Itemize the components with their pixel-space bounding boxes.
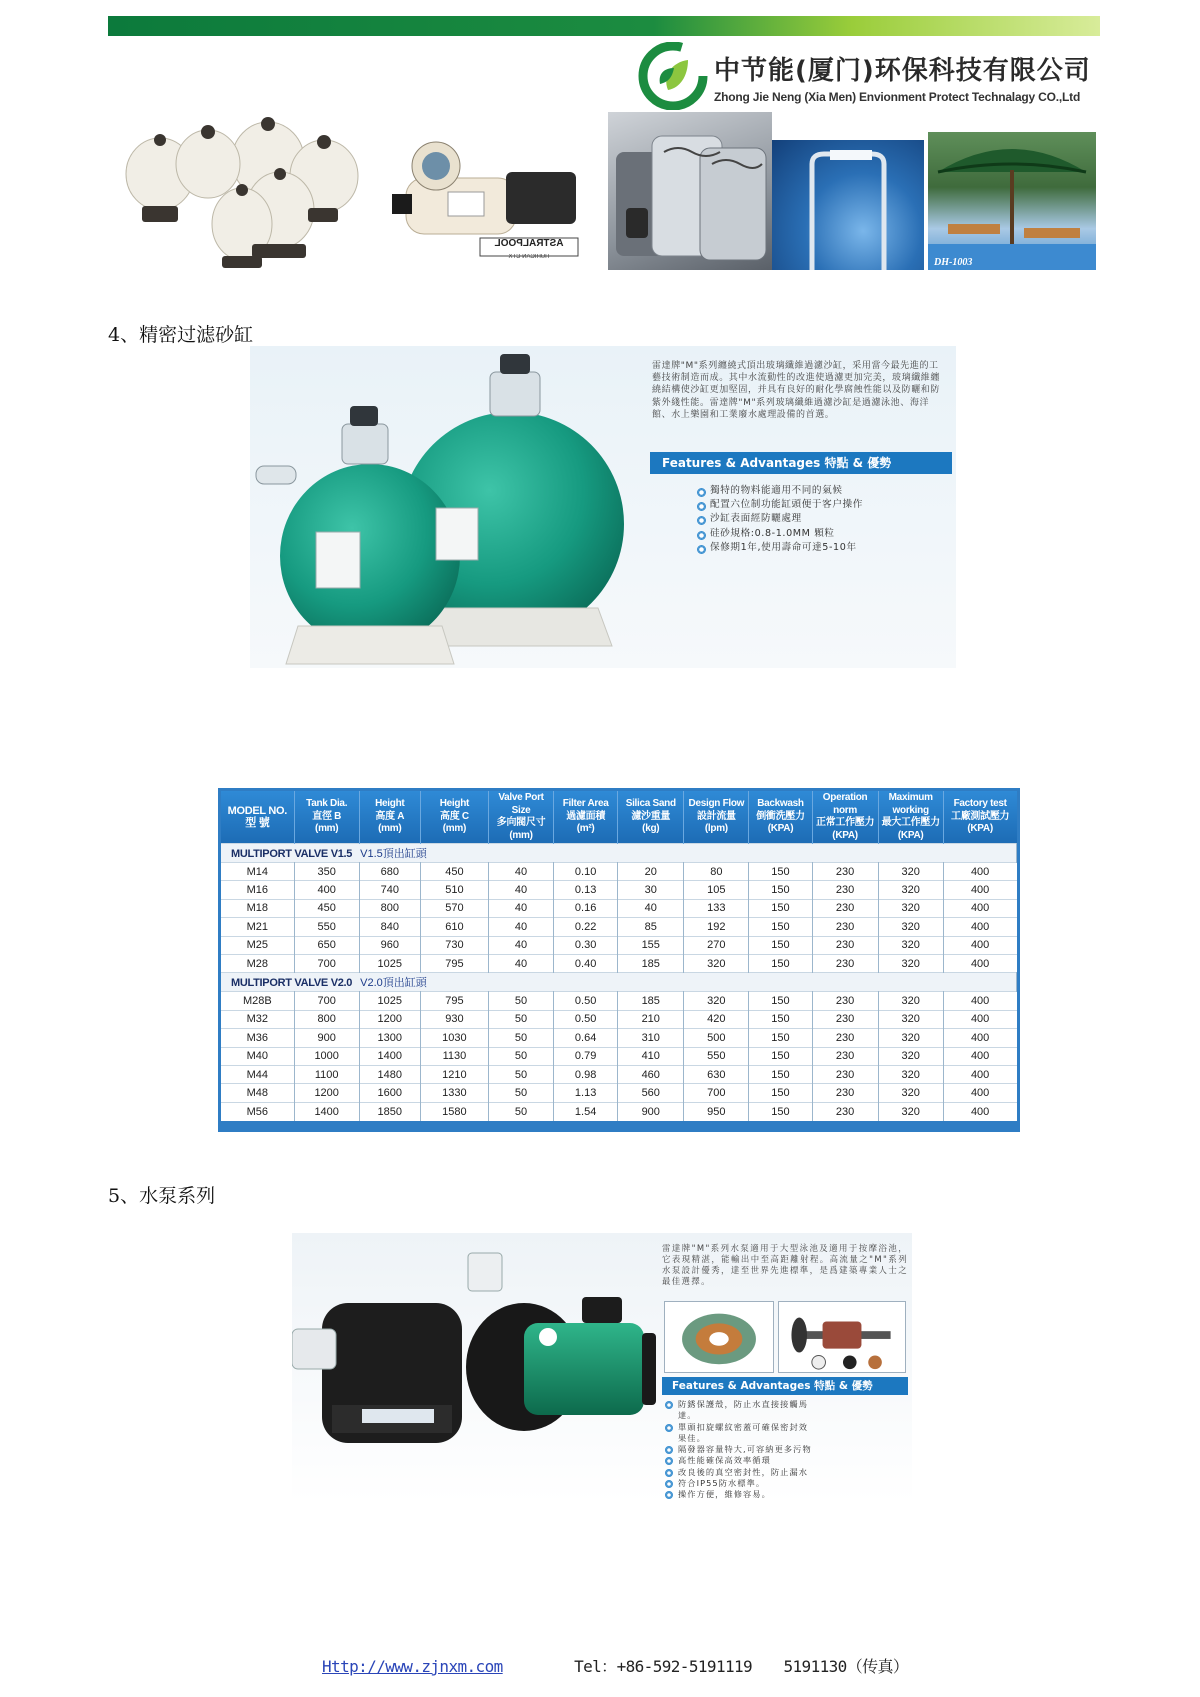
table-cell: M16 [221, 881, 294, 899]
table-cell: 450 [294, 899, 359, 917]
table-cell: 230 [812, 954, 878, 972]
table-cell: 795 [420, 992, 488, 1010]
sand-filter-description: 雷達牌"M"系列纏繞式頂出玻璃纖維過濾沙缸，采用當今最先進的工藝技術制造而成。其中水流動性的改進使過濾更加完美，玻璃纖維纏繞結構使沙缸更加堅固，并具有良好的耐化學腐蝕性能以及防曬和防紫外綫性能。雷達牌"M"系列玻璃纖維過濾沙缸是過濾泳池、海洋館、水上樂園和工業廢水處理設備的首選。 [652, 361, 941, 420]
sand-filter-features-title: Features & Advantages 特點 & 優勢 [650, 452, 952, 474]
feature-item: 保修期1年,使用壽命可達5-10年 [696, 541, 863, 555]
table-cell: M36 [221, 1029, 294, 1047]
table-cell: 410 [618, 1047, 684, 1065]
table-cell: 1850 [359, 1102, 420, 1120]
table-cell: 320 [684, 954, 749, 972]
feature-item: 符合IP55防水標準。 [664, 1478, 814, 1489]
table-cell: 400 [943, 863, 1016, 881]
table-cell: 900 [294, 1029, 359, 1047]
company-name-en: Zhong Jie Neng (Xia Men) Envionment Protect Technalagy CO.,Ltd [714, 90, 1081, 104]
spec-group-name-en: MULTIPORT VALVE V2.0 [231, 977, 353, 990]
water-pump-description: 雷達牌"M"系列水泵適用于大型泳池及適用于按摩浴池，它表現精湛，能輸出中至高距離射程。高流量之"M"系列水泵設計優秀，達至世界先進標準，是爲建築專業人士之最佳選擇。 [662, 1243, 908, 1286]
table-cell: 400 [943, 992, 1016, 1010]
table-cell: 320 [878, 863, 943, 881]
table-cell: 50 [488, 1029, 553, 1047]
table-cell: 320 [878, 1084, 943, 1102]
page-footer [322, 1654, 908, 1677]
table-cell: 80 [684, 863, 749, 881]
header-color-bar [108, 16, 1100, 36]
spec-table-header-row [221, 791, 1017, 844]
col-header-max-working: Maximum working 最大工作壓力 (KPA) [878, 791, 943, 844]
table-cell: 150 [749, 954, 812, 972]
table-cell: 320 [878, 1102, 943, 1120]
table-cell: M18 [221, 899, 294, 917]
table-cell: 230 [812, 1084, 878, 1102]
table-cell: 795 [420, 954, 488, 972]
water-pump-photo [292, 1233, 660, 1465]
table-cell: 270 [684, 936, 749, 954]
table-cell: 700 [294, 954, 359, 972]
table-cell: M14 [221, 863, 294, 881]
table-cell: M56 [221, 1102, 294, 1120]
table-cell: 630 [684, 1065, 749, 1083]
table-cell: 930 [420, 1010, 488, 1028]
table-cell: 1210 [420, 1065, 488, 1083]
table-cell: 1100 [294, 1065, 359, 1083]
table-cell: 400 [943, 1029, 1016, 1047]
table-cell: 0.30 [554, 936, 618, 954]
table-cell: 150 [749, 1010, 812, 1028]
table-cell: 350 [294, 863, 359, 881]
table-cell: 1130 [420, 1047, 488, 1065]
table-cell: 150 [749, 1065, 812, 1083]
table-cell: 730 [420, 936, 488, 954]
table-cell: 230 [812, 1047, 878, 1065]
spec-group-name-en: MULTIPORT VALVE V1.5 [231, 848, 353, 860]
table-cell: 900 [618, 1102, 684, 1120]
col-header-design-flow: Design Flow 設計流量 (lpm) [684, 791, 749, 844]
col-header-factory-test: Factory test 工廠測試壓力 (KPA) [943, 791, 1016, 844]
table-cell: 840 [359, 918, 420, 936]
table-cell: 320 [878, 881, 943, 899]
sand-filter-features-list [696, 484, 863, 555]
table-cell: 0.64 [554, 1029, 618, 1047]
table-cell: 400 [943, 918, 1016, 936]
table-row [221, 918, 1017, 936]
table-cell: 155 [618, 936, 684, 954]
table-cell: 0.22 [554, 918, 618, 936]
table-row [221, 992, 1017, 1010]
table-cell: 1480 [359, 1065, 420, 1083]
table-cell: 510 [420, 881, 488, 899]
table-cell: 460 [618, 1065, 684, 1083]
table-cell: 700 [294, 992, 359, 1010]
feature-item: 沙缸表面經防曬處理 [696, 512, 863, 526]
table-cell: M48 [221, 1084, 294, 1102]
sand-filter-spec-table [218, 788, 1020, 1132]
sand-filter-tanks-photo [112, 112, 370, 270]
sand-filter-photo [250, 346, 650, 668]
table-cell: 400 [943, 1084, 1016, 1102]
col-header-model: MODEL NO. 型 號 [221, 791, 294, 844]
table-cell: 150 [749, 1102, 812, 1120]
table-cell: 320 [878, 954, 943, 972]
feature-item: 硅砂規格:0.8-1.0MM 顆粒 [696, 527, 863, 541]
table-cell: 800 [294, 1010, 359, 1028]
table-cell: 400 [943, 1102, 1016, 1120]
table-cell: 40 [488, 936, 553, 954]
table-cell: 320 [878, 1010, 943, 1028]
pump-motor-stator-photo [664, 1301, 774, 1373]
spec-group-row [221, 973, 1017, 992]
table-cell: M21 [221, 918, 294, 936]
table-cell: 150 [749, 863, 812, 881]
table-cell: 185 [618, 992, 684, 1010]
table-row [221, 1029, 1017, 1047]
section-heading-sand-filter: 4、精密过滤砂缸 [108, 324, 254, 346]
table-cell: 230 [812, 992, 878, 1010]
table-cell: M32 [221, 1010, 294, 1028]
table-cell: 1580 [420, 1102, 488, 1120]
col-header-filter-area: Filter Area 過濾面積 (m²) [554, 791, 618, 844]
table-cell: 150 [749, 1084, 812, 1102]
pump-brand-label: ASTRALPOOL [494, 238, 564, 249]
table-cell: 0.40 [554, 954, 618, 972]
pump-model-label: HURICAN CTX [508, 254, 550, 260]
table-cell: 320 [878, 1065, 943, 1083]
garden-umbrella-photo [928, 132, 1096, 270]
spec-table-body [221, 844, 1017, 1121]
pump-rotor-parts-photo [778, 1301, 906, 1373]
table-cell: 0.98 [554, 1065, 618, 1083]
astralpool-pump-photo [388, 138, 584, 268]
umbrella-model-caption: DH-1003 [934, 257, 973, 268]
spec-group-row [221, 844, 1017, 863]
company-logo [638, 42, 1098, 110]
col-header-silica-sand: Silica Sand 濾沙重量 (kg) [618, 791, 684, 844]
table-cell: 550 [294, 918, 359, 936]
table-cell: 1330 [420, 1084, 488, 1102]
table-cell: 230 [812, 899, 878, 917]
table-cell: 230 [812, 881, 878, 899]
table-cell: 150 [749, 1029, 812, 1047]
table-cell: 400 [943, 1065, 1016, 1083]
feature-item: 配置六位制功能缸頭便于客户操作 [696, 498, 863, 512]
table-row [221, 899, 1017, 917]
table-cell: 150 [749, 992, 812, 1010]
table-row [221, 863, 1017, 881]
table-cell: 420 [684, 1010, 749, 1028]
col-header-backwash: Backwash 倒衝洗壓力 (KPA) [749, 791, 812, 844]
table-cell: 230 [812, 1010, 878, 1028]
table-row [221, 954, 1017, 972]
table-cell: 400 [943, 936, 1016, 954]
col-header-tank-dia: Tank Dia. 直徑 B (mm) [294, 791, 359, 844]
table-cell: 560 [618, 1084, 684, 1102]
table-cell: 1025 [359, 992, 420, 1010]
table-cell: 1400 [359, 1047, 420, 1065]
table-cell: 320 [684, 992, 749, 1010]
feature-item: 單頭扣旋螺紋密蓋可確保密封效果佳。 [664, 1422, 814, 1445]
col-header-height-a: Height 高度 A (mm) [359, 791, 420, 844]
table-cell: 400 [943, 1010, 1016, 1028]
sand-filter-figure [250, 346, 956, 668]
table-cell: 550 [684, 1047, 749, 1065]
sauna-heater-photo [608, 112, 772, 270]
table-cell: 400 [943, 899, 1016, 917]
table-cell: 1.54 [554, 1102, 618, 1120]
table-row [221, 1084, 1017, 1102]
table-cell: 210 [618, 1010, 684, 1028]
table-row [221, 936, 1017, 954]
table-cell: 1.13 [554, 1084, 618, 1102]
table-cell: 1200 [294, 1084, 359, 1102]
table-cell: 30 [618, 881, 684, 899]
leaf-logo-icon [638, 42, 708, 110]
table-cell: 40 [488, 881, 553, 899]
spec-group-name-cn: V1.5頂出缸頭 [360, 848, 427, 860]
table-row [221, 881, 1017, 899]
table-cell: 610 [420, 918, 488, 936]
table-cell: 320 [878, 899, 943, 917]
table-cell: M44 [221, 1065, 294, 1083]
feature-item: 隔發器容量特大,可容納更多污物 [664, 1444, 814, 1455]
table-cell: 0.50 [554, 992, 618, 1010]
table-cell: 40 [488, 918, 553, 936]
table-cell: 1300 [359, 1029, 420, 1047]
table-cell: 150 [749, 881, 812, 899]
table-cell: 1025 [359, 954, 420, 972]
feature-item: 操作方便，維修容易。 [664, 1489, 814, 1500]
table-cell: 740 [359, 881, 420, 899]
table-cell: 320 [878, 992, 943, 1010]
table-cell: 0.79 [554, 1047, 618, 1065]
table-cell: M40 [221, 1047, 294, 1065]
table-cell: 105 [684, 881, 749, 899]
table-cell: M28B [221, 992, 294, 1010]
spec-table [221, 791, 1017, 1121]
table-cell: M28 [221, 954, 294, 972]
table-cell: 50 [488, 1065, 553, 1083]
table-cell: 230 [812, 1065, 878, 1083]
table-cell: 150 [749, 899, 812, 917]
col-header-operation-norm: Operation norm 正常工作壓力 (KPA) [812, 791, 878, 844]
table-cell: 0.10 [554, 863, 618, 881]
table-cell: 450 [420, 863, 488, 881]
fax-number: 5191130（传真） [783, 1657, 909, 1676]
table-cell: 150 [749, 918, 812, 936]
table-cell: 50 [488, 1047, 553, 1065]
water-pump-features-title: Features & Advantages 特點 & 優勢 [662, 1377, 908, 1395]
table-cell: 50 [488, 1084, 553, 1102]
table-cell: 320 [878, 1029, 943, 1047]
feature-item: 高性能確保高效率循環 [664, 1455, 814, 1466]
table-cell: 500 [684, 1029, 749, 1047]
table-cell: 570 [420, 899, 488, 917]
table-cell: 1030 [420, 1029, 488, 1047]
website-link[interactable]: Http://www.zjnxm.com [322, 1657, 503, 1676]
table-row [221, 1010, 1017, 1028]
table-cell: 150 [749, 936, 812, 954]
col-header-valve-port: Valve Port Size 多向閥尺寸 (mm) [488, 791, 553, 844]
table-cell: 400 [294, 881, 359, 899]
water-pump-features-list [664, 1399, 814, 1501]
table-cell: 40 [488, 899, 553, 917]
table-cell: 230 [812, 1029, 878, 1047]
table-cell: 50 [488, 1010, 553, 1028]
table-cell: 40 [488, 954, 553, 972]
feature-item: 防銹保護殼，防止水直接接觸馬達。 [664, 1399, 814, 1422]
telephone-number: Tel：+86-592-5191119 [574, 1657, 753, 1676]
table-cell: 320 [878, 1047, 943, 1065]
table-cell: 85 [618, 918, 684, 936]
company-name-cn: 中节能(厦门)环保科技有限公司 [714, 56, 1091, 86]
table-cell: 0.50 [554, 1010, 618, 1028]
table-cell: 1600 [359, 1084, 420, 1102]
feature-item: 獨特的物料能適用不同的氣候 [696, 484, 863, 498]
water-pump-figure [292, 1233, 912, 1503]
table-cell: M25 [221, 936, 294, 954]
table-cell: 700 [684, 1084, 749, 1102]
table-cell: 680 [359, 863, 420, 881]
table-cell: 20 [618, 863, 684, 881]
table-cell: 50 [488, 1102, 553, 1120]
table-cell: 400 [943, 954, 1016, 972]
col-header-height-c: Height 高度 C (mm) [420, 791, 488, 844]
spec-group-name-cn: V2.0頂出缸頭 [360, 977, 427, 990]
table-cell: 800 [359, 899, 420, 917]
table-cell: 150 [749, 1047, 812, 1065]
table-cell: 230 [812, 863, 878, 881]
table-cell: 230 [812, 1102, 878, 1120]
table-cell: 40 [618, 899, 684, 917]
table-cell: 133 [684, 899, 749, 917]
table-cell: 320 [878, 918, 943, 936]
table-cell: 1400 [294, 1102, 359, 1120]
table-cell: 320 [878, 936, 943, 954]
street-lamp-photo [772, 140, 924, 270]
table-cell: 1200 [359, 1010, 420, 1028]
table-row [221, 1047, 1017, 1065]
table-cell: 950 [684, 1102, 749, 1120]
table-row [221, 1065, 1017, 1083]
table-cell: 0.16 [554, 899, 618, 917]
table-cell: 185 [618, 954, 684, 972]
table-cell: 40 [488, 863, 553, 881]
table-cell: 230 [812, 918, 878, 936]
table-cell: 192 [684, 918, 749, 936]
table-cell: 0.13 [554, 881, 618, 899]
table-cell: 310 [618, 1029, 684, 1047]
table-cell: 650 [294, 936, 359, 954]
table-cell: 400 [943, 1047, 1016, 1065]
table-cell: 230 [812, 936, 878, 954]
feature-item: 改良後的真空密封性，防止漏水 [664, 1467, 814, 1478]
table-cell: 400 [943, 881, 1016, 899]
section-heading-water-pump: 5、水泵系列 [108, 1185, 216, 1207]
table-cell: 50 [488, 992, 553, 1010]
table-cell: 960 [359, 936, 420, 954]
table-row [221, 1102, 1017, 1120]
table-cell: 1000 [294, 1047, 359, 1065]
